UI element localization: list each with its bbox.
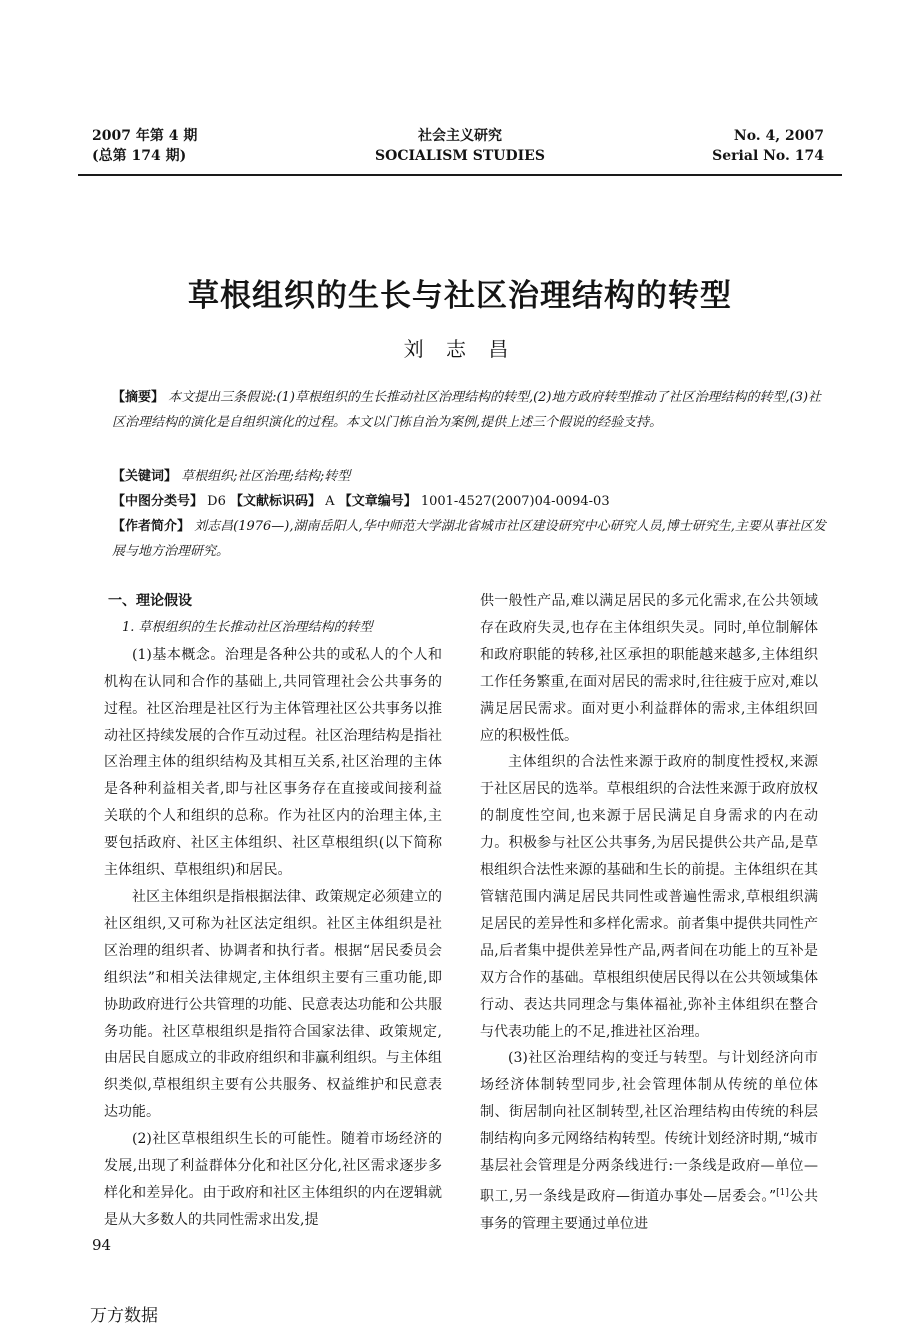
doccode-label: 【文献标识码】: [230, 494, 322, 509]
classification-label: 【中图分类号】: [112, 494, 204, 509]
paragraph: 供一般性产品,难以满足居民的多元化需求,在公共领域存在政府失灵,也存在主体组织失灵。同时,单位制解体和政府职能的转移,社区承担的职能越来越多,主体组织工作任务繁重,在面对居民的需求时,往往疲于应对,难以满足居民需求。面对更小利益群体的需求,主体组织回应的积极性低。: [480, 593, 818, 744]
articleno-value: 1001-4527(2007)04-0094-03: [420, 494, 610, 509]
left-column: [104, 588, 442, 1234]
serial-number-en: Serial No. 174: [712, 148, 824, 164]
author-bio: [112, 514, 832, 564]
issue-number-en: No. 4, 2007: [733, 128, 824, 144]
page-number: 94: [92, 1236, 112, 1254]
paragraph: (2)社区草根组织生长的可能性。随着市场经济的发展,出现了利益群体分化和社区分化,社区需求逐步多样化和差异化。由于政府和社区主体组织的内在逻辑就是从大多数人的共同性需求出发,提: [104, 1131, 442, 1228]
classification-line: [112, 489, 832, 514]
header-rule: [78, 174, 842, 176]
abstract: [112, 385, 832, 435]
paragraph-text: (3)社区治理结构的变迁与转型。与计划经济向市场经济体制转型同步,社会管理体制从传统的单位体制、街居制向社区制转型,社区治理结构由传统的科层制结构向多元网络结构转型。传统计划经济时期,“城市基层社会管理是分两条线进行:一条线是政府—单位—职工,另一条线是政府—街道办事处—居委会。”: [480, 1050, 818, 1205]
subsection-heading: 1. 草根组织的生长推动社区治理结构的转型: [122, 619, 373, 635]
abstract-text: 本文提出三条假说:(1)草根组织的生长推动社区治理结构的转型,(2)地方政府转型推动了社区治理结构的转型,(3)社区治理结构的演化是自组织演化的过程。本文以门栋自治为案例,提供上述三个假说的经验支持。: [112, 390, 822, 430]
section-heading: 一、理论假设: [108, 593, 192, 609]
author-bio-label: 【作者简介】: [112, 519, 191, 534]
issue-year-number: 2007 年第 4 期: [92, 128, 198, 144]
articleno-label: 【文章编号】: [338, 494, 417, 509]
paragraph: [480, 1045, 818, 1237]
keywords-text: 草根组织;社区治理;结构;转型: [181, 469, 351, 484]
doccode-value: A: [325, 494, 335, 509]
journal-header: [0, 126, 920, 174]
article-author: 刘 志 昌: [403, 337, 517, 361]
abstract-label: 【摘要】: [112, 390, 165, 405]
right-column: [480, 588, 818, 1237]
journal-name-cn: 社会主义研究: [418, 128, 502, 144]
paragraph: 主体组织的合法性来源于政府的制度性授权,来源于社区居民的选举。草根组织的合法性来源于政府放权的制度性空间,也来源于居民满足自身需求的内在动力。积极参与社区公共事务,为居民提供公共产品,是草根组织合法性来源的基础和生长的前提。主体组织在其管辖范围内满足居民共同性或普遍性需求,草根组织满足居民的差异性和多样化需求。前者集中提供共同性产品,后者集中提供差异性产品,两者间在功能上的互补是双方合作的基础。草根组织使居民得以在公共领域集体行动、表达共同理念与集体福祉,弥补主体组织在整合与代表功能上的不足,推进社区治理。: [480, 754, 818, 1040]
article-title: 草根组织的生长与社区治理结构的转型: [188, 278, 732, 314]
classification-value: D6: [207, 494, 226, 509]
journal-name-en: SOCIALISM STUDIES: [375, 148, 545, 164]
author-bio-text: 刘志昌(1976—),湖南岳阳人,华中师范大学湖北省城市社区建设研究中心研究人员,博士研究生,主要从事社区发展与地方治理研究。: [112, 519, 826, 559]
paragraph: 社区主体组织是指根据法律、政策规定必须建立的社区组织,又可称为社区法定组织。社区主体组织是社区治理的组织者、协调者和执行者。根据“居民委员会组织法”和相关法律规定,主体组织主要有三重功能,即协助政府进行公共管理的功能、民意表达功能和公共服务功能。社区草根组织是指符合国家法律、政策规定,由居民自愿成立的非政府组织和非赢利组织。与主体组织类似,草根组织主要有公共服务、权益维护和民意表达功能。: [104, 888, 442, 1121]
issue-info-en: [712, 126, 824, 166]
reference-marker[interactable]: [1]: [776, 1187, 789, 1198]
issue-serial: (总第 174 期): [92, 148, 187, 164]
paragraph-text: 公共事务的管理主要通过单位进: [480, 1188, 819, 1232]
source-watermark: 万方数据: [90, 1306, 158, 1326]
keywords-label: 【关键词】: [112, 469, 178, 484]
paragraph: (1)基本概念。治理是各种公共的或私人的个人和机构在认同和合作的基础上,共同管理社会公共事务的过程。社区治理是社区行为主体管理社区公共事务以推动社区持续发展的合作互动过程。社区治理结构是指社区治理主体的组织结构及其相互关系,社区治理的主体是各种利益相关者,即与社区事务存在直接或间接利益关联的个人和组织的总称。作为社区内的治理主体,主要包括政府、社区主体组织、社区草根组织(以下简称主体组织、草根组织)和居民。: [104, 646, 442, 879]
keywords: [112, 464, 832, 489]
